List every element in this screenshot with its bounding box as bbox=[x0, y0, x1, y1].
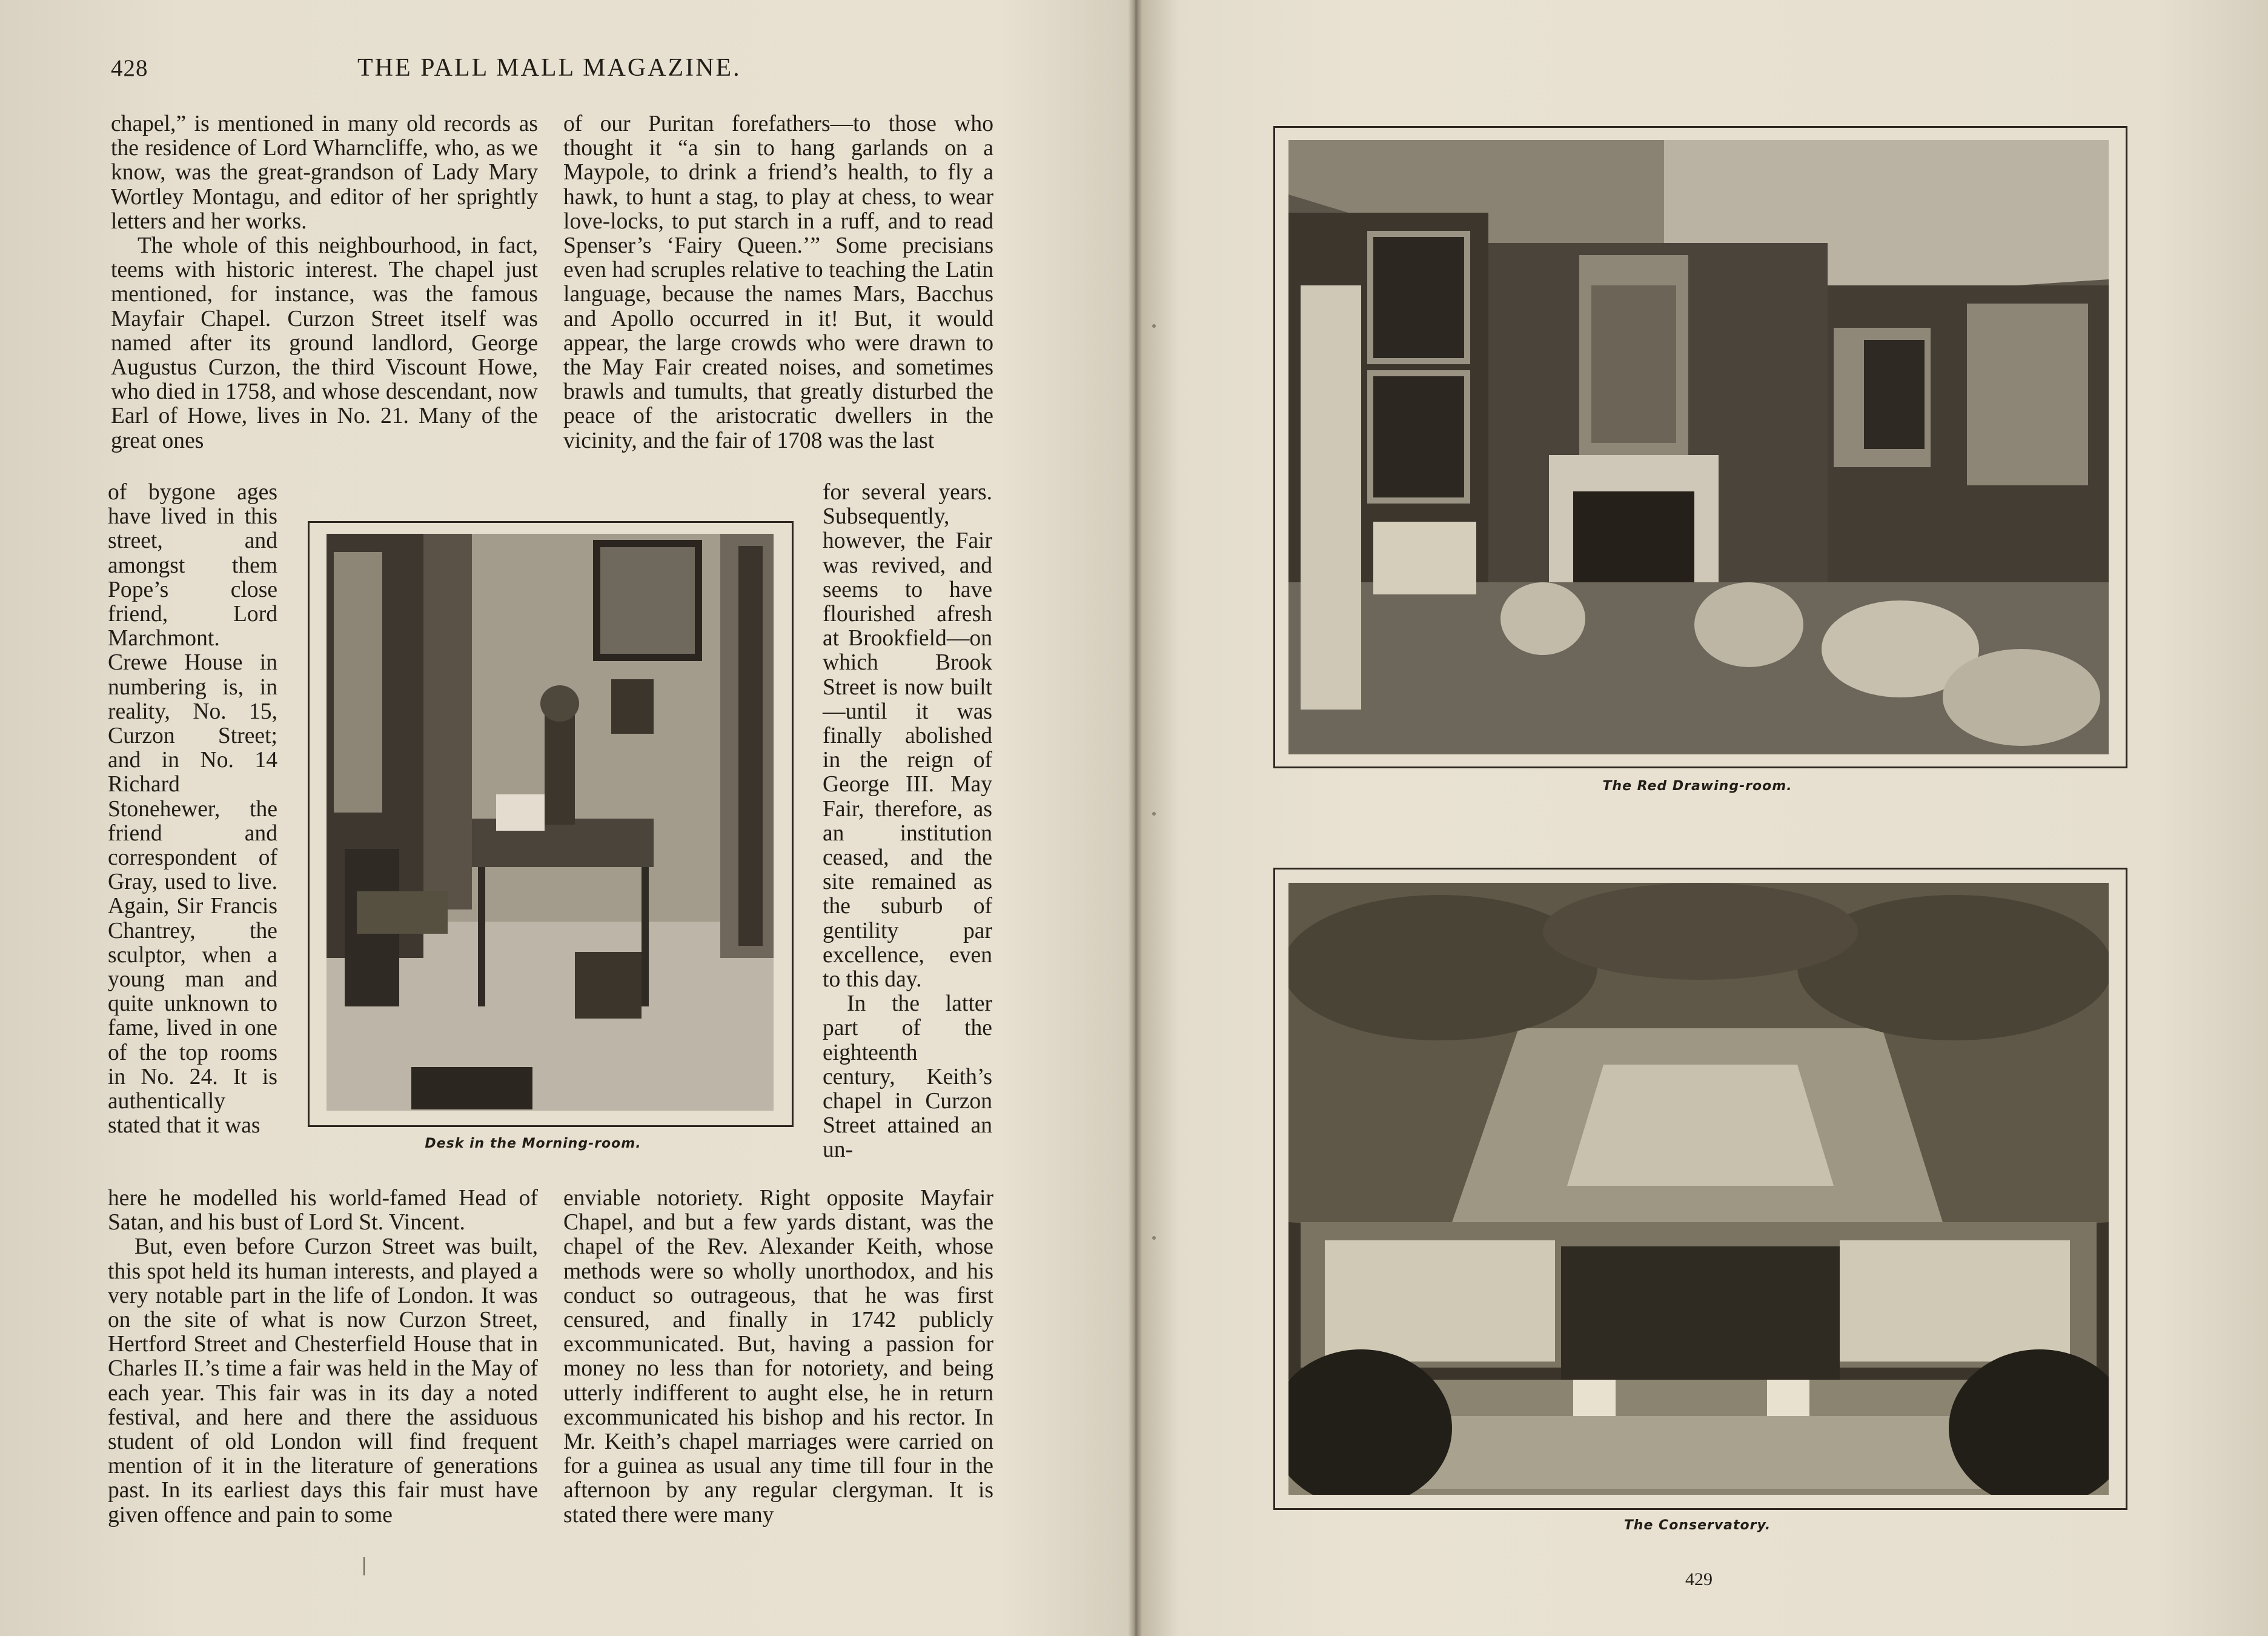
margin-mark bbox=[1152, 812, 1156, 816]
right-page bbox=[1134, 0, 2268, 1636]
page-number-left: 428 bbox=[111, 55, 148, 81]
margin-mark bbox=[1152, 1236, 1156, 1240]
paragraph: for several years. Subsequently, however, the Fair was revived, and seems to have flourished afresh at Brookfield—on which Brook Street is now built—until it was finally abolished in the reign of George III. May Fair, therefore, as an institution ceased, and the site remained as the suburb of gentility par excellence, even to this day. bbox=[823, 480, 992, 993]
paragraph: enviable notoriety. Right opposite Mayfair Chapel, and but a few yards distant, was the chapel of the Rev. Alexander Keith, whose methods were so wholly unorthodox, and his conduct so outrageous, that he was first censured, and finally in 1742 publicly excommunicated. But, having a passion for money no less than for notoriety, and being utterly indifferent to aught else, he in return excommunicated his bishop and his rector. In Mr. Keith’s chapel marriages were carried on for a guinea as usual any time till four in the afternoon by any regular clergyman. It is stated there were many bbox=[563, 1186, 993, 1528]
paragraph: The whole of this neighbourhood, in fact, teems with historic interest. The chapel just mentioned, for instance, was the famous Mayfair Chapel. Curzon Street itself was named after its ground landlord, George Augustus Curzon, the third Viscount Howe, who died in 1758, and whose descendant, now Earl of Howe, lives in No. 21. Many of the great ones bbox=[111, 233, 538, 453]
caption-red-drawing-room: The Red Drawing-room. bbox=[1602, 779, 1792, 794]
paragraph: chapel,” is mentioned in many old records as the residence of Lord Wharncliffe, who, as we know, was the great-grandson of Lady Mary Wortley Montagu, and editor of her sprightly letters and her works. bbox=[111, 111, 538, 234]
desk-illustration bbox=[327, 534, 774, 1111]
drawing-room-illustration bbox=[1288, 140, 2109, 754]
column-1-bottom bbox=[108, 1186, 538, 1528]
column-2-wrap-text bbox=[823, 480, 992, 1163]
page-number-right: 429 bbox=[1685, 1569, 1713, 1589]
pencil-mark bbox=[363, 1557, 365, 1575]
caption-conservatory: The Conservatory. bbox=[1623, 1518, 1771, 1533]
paragraph: But, even before Curzon Street was built, this spot held its human interests, and played a very notable part in the life of London. It was on the site of what is now Curzon Street, Hertford Street and Chesterfield House that in Charles II.’s time a fair was held in the May of each year. This fair was in its day a noted festival, and here and there the assiduous student of old London will find frequent mention of it in the literature of generations past. In its earliest days this fair must have given offence and pain to some bbox=[108, 1234, 538, 1528]
figure-red-drawing-room bbox=[1273, 126, 2127, 768]
conservatory-illustration bbox=[1288, 883, 2109, 1495]
figure-conservatory bbox=[1273, 868, 2127, 1510]
paragraph: In the latter part of the eighteenth century, Keith’s chapel in Curzon Street attained an un- bbox=[823, 991, 992, 1163]
conservatory-photograph bbox=[1288, 883, 2109, 1495]
paragraph: of our Puritan forefathers—to those who thought it “a sin to hang garlands on a Maypole, to drink a friend’s health, to fly a hawk, to hunt a stag, to play at chess, to wear love-locks, to put starch in a ruff, and to read Spenser’s ‘Fairy Queen.’” Some precisians even had scruples relative to teaching the Latin language, because the names Mars, Bacchus and Apollo occurred in it! But, it would appear, the large crowds who were drawn to the May Fair created noises, and sometimes brawls and tumults, that greatly disturbed the peace of the aristocratic dwellers in the vicinity, and the fair of 1708 was the last bbox=[563, 111, 993, 453]
margin-mark bbox=[1152, 324, 1156, 328]
paragraph: here he modelled his world-famed Head of Satan, and his bust of Lord St. Vincent. bbox=[108, 1186, 538, 1235]
desk-photograph bbox=[327, 534, 774, 1111]
column-2-top bbox=[563, 112, 993, 453]
running-head: THE PALL MALL MAGAZINE. bbox=[357, 54, 741, 82]
column-1-wrap-text: of bygone ages have lived in this street, and amongst them Pope’s close friend, Lord Marchmont. Crewe House in numbering is, in reality, No. 15, Curzon Street; and in No. 14 Richard Stonehewer, the friend and correspondent of Gray, used to live. Again, Sir Francis Chantrey, the sculptor, when a young man and quite unknown to fame, lived in one of the top rooms in No. 24. It is authentically stated that it was bbox=[108, 480, 277, 1139]
column-1-top bbox=[111, 112, 538, 453]
figure-desk-morning-room bbox=[308, 521, 794, 1127]
column-2-bottom bbox=[563, 1186, 993, 1528]
caption-desk: Desk in the Morning-room. bbox=[425, 1136, 642, 1151]
drawing-room-photograph bbox=[1288, 140, 2109, 754]
